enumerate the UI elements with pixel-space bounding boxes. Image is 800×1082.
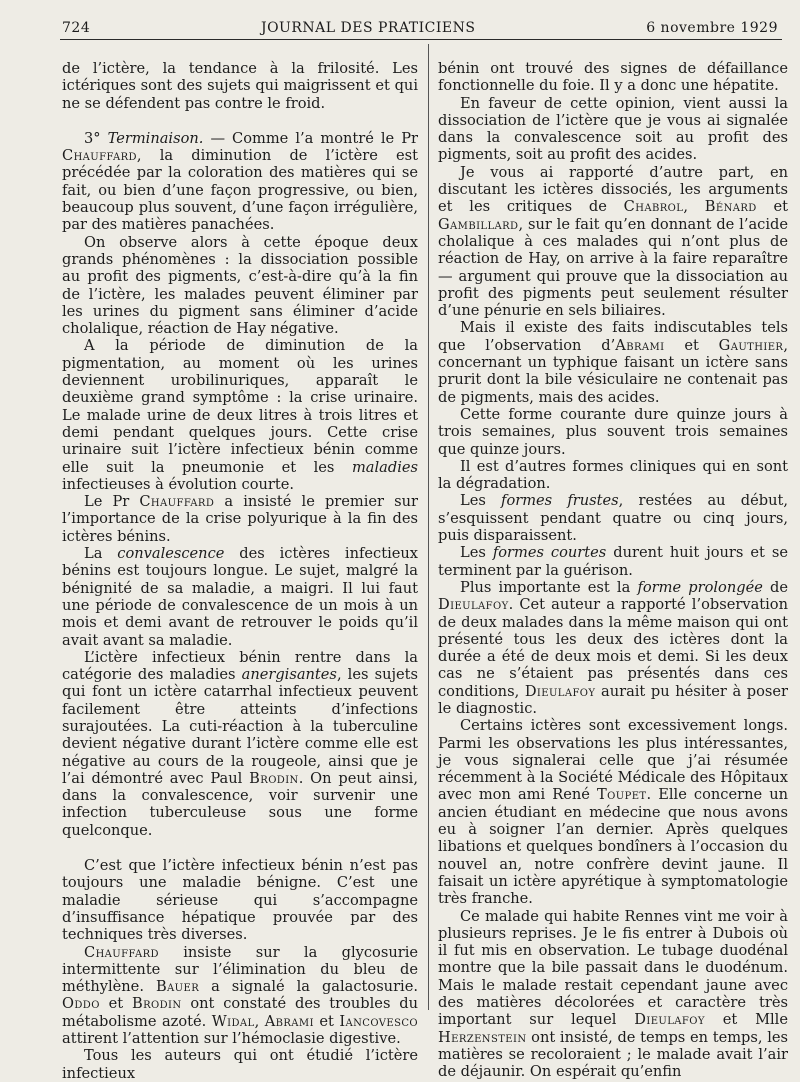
- section-heading: Terminaison.: [107, 129, 204, 147]
- paragraph: Les formes frustes, restées au début, s’esquissent pendant quatre ou cinq jours, puis disparaissent.: [438, 492, 788, 545]
- page-header: [62, 20, 778, 38]
- column-divider: [428, 44, 429, 1010]
- paragraph: Cette forme courante dure quinze jours à trois semaines, plus souvent trois semaines que quinze jours.: [438, 405, 788, 458]
- paragraph: On observe alors à cette époque deux grands phénomènes : la dissociation possible au profit des pigments, c’est-à-dire qu’à la fin de l’ictère, les malades peuvent éliminer par les urines du pigment sans éliminer d’acide cholalique, réaction de Hay négative.: [62, 233, 418, 338]
- paragraph: Certains ictères sont excessivement longs. Parmi les observations les plus intéressantes, je vous signalerai celle que j’ai résumée récemment à la Société Médicale des Hôpitaux avec mon ami René Toupet. Elle concerne un ancien étudiant en médecine que nous avons eu à soigner l’an dernier. Après quelques libations et quelques bondîners à l’occasion du nouvel an, notre confrère devint jaune. Il faisait un ictère apyrétique à symptomatologie très franche.: [438, 717, 788, 908]
- paragraph: Tous les auteurs qui ont étudié l’ictère infectieux: [62, 1047, 418, 1082]
- author-name: Brodin: [249, 769, 299, 787]
- paragraph: 3° Terminaison. — Comme l’a montré le Pr Chauffard, la diminution de l’ictère est précédée par la coloration des matières qui se fait, ou bien d’une façon progressive, ou bien, beaucoup plus souvent, d’une façon irrégulière, par des matières panachées.: [62, 129, 418, 234]
- issue-date: 6 novembre 1929: [646, 20, 778, 36]
- paragraph: Les formes courtes durent huit jours et se terminent par la guérison.: [438, 544, 788, 579]
- author-name: Chauffard: [139, 493, 215, 511]
- paragraph: Le Pr Chauffard a insisté le premier sur l’importance de la crise polyurique à la fin des ictères bénins.: [62, 493, 418, 545]
- paragraph: Chauffard insiste sur la glycosurie intermittente sur l’élimination du bleu de méthylène. Bauer a signalé la galactosurie. Oddo et Brodin ont constaté des troubles du métabolisme azoté. Widal, Abrami et Iancovesco attirent l’attention sur l’hémoclasie digestive.: [62, 943, 419, 1048]
- paragraph: L’ictère infectieux bénin rentre dans la catégorie des maladies anergisantes, les sujets qui font un ictère catarrhal infectieux peuvent facilement être atteints d’infections surajoutées. La cuti-réaction à la tuberculine devient négative durant l’ictère comme elle est négative au cours de la rougeole, ainsi que je l’ai démontré avec Paul Brodin. On peut ainsi, dans la convalescence, voir survenir une infection tuberculeuse sous une forme quelconque.: [62, 648, 418, 839]
- paragraph: de l’ictère, la tendance à la frilosité. Les ictériques sont des sujets qui maigrissent et qui ne se défendent pas contre le froid.: [62, 60, 418, 112]
- paragraph: Mais il existe des faits indiscutables tels que l’observation d’Abrami et Gauthier, concernant un typhique faisant un ictère sans prurit dont la bile vésiculaire ne contenait pas de pigments, mais des acides.: [438, 319, 788, 406]
- paragraph: Ce malade qui habite Rennes vint me voir à plusieurs reprises. Je le fis entrer à Dubois où il fut mis en observation. Le tubage duodénal montre que la bile passait dans le duodénum. Mais le malade restait cependant jaune avec des matières décolorées et caractère très important sur lequel Dieulafoy et Mlle Herzenstein ont insisté, de temps en temps, les matières se recoloraient ; le malade avait l’air de déjaunir. On espérait qu’enfin: [438, 907, 788, 1081]
- header-rule: [60, 39, 782, 40]
- paragraph: Je vous ai rapporté d’autre part, en discutant les ictères dissociés, les arguments et les critiques de Chabrol, Bénard et Gambillard, sur le fait qu’en donnant de l’acide cholalique à ces malades qui n’ont plus de réaction de Hay, on arrive à la faire reparaître — argument qui prouve que la dissociation au profit des pigments peut seulement résulter d’une pénurie en sels biliaires.: [438, 163, 788, 320]
- journal-title: JOURNAL DES PRATICIENS: [260, 20, 476, 36]
- paragraph: Il est d’autres formes cliniques qui en sont la dégradation.: [438, 457, 788, 493]
- right-column: [438, 60, 788, 1081]
- paragraph: C’est que l’ictère infectieux bénin n’est pas toujours une maladie bénigne. C’est une maladie sérieuse qui s’accompagne d’insuffisance hépatique prouvée par des techniques très diverses.: [62, 857, 418, 944]
- paragraph: bénin ont trouvé des signes de défaillance fonctionnelle du foie. Il y a donc une hépatite.: [438, 60, 788, 95]
- left-column: [62, 60, 418, 1082]
- page-number: 724: [62, 20, 91, 36]
- author-name: Chauffard: [62, 147, 137, 165]
- paragraph: Plus importante est la forme prolongée de Dieulafoy. Cet auteur a rapporté l’observation de deux malades dans la même maison qui ont présenté tous les deux des ictères dont la durée a été de deux mois et demi. Si les deux cas ne s’étaient pas présentés dans ces conditions, Dieulafoy aurait pu hésiter à poser le diagnostic.: [438, 578, 788, 717]
- paragraph: A la période de diminution de la pigmentation, au moment où les urines deviennent urobilinuriques, apparaît le deuxième grand symptôme : la crise urinaire. Le malade urine de deux litres à trois litres et demi pendant quelques jours. Cette crise urinaire suit l’ictère infectieux bénin comme elle suit la pneumonie et les maladies infectieuses à évolution courte.: [62, 337, 418, 493]
- paragraph: La convalescence des ictères infectieux bénins est toujours longue. Le sujet, malgré la bénignité de sa maladie, a maigri. Il lui faut une période de convalescence de un mois à un mois et demi avant de retrouver le poids qu’il avait avant sa maladie.: [62, 545, 418, 649]
- paragraph: En faveur de cette opinion, vient aussi la dissociation de l’ictère que je vous ai signalée dans la convalescence soit au profit des pigments, soit au profit des acides.: [438, 94, 788, 164]
